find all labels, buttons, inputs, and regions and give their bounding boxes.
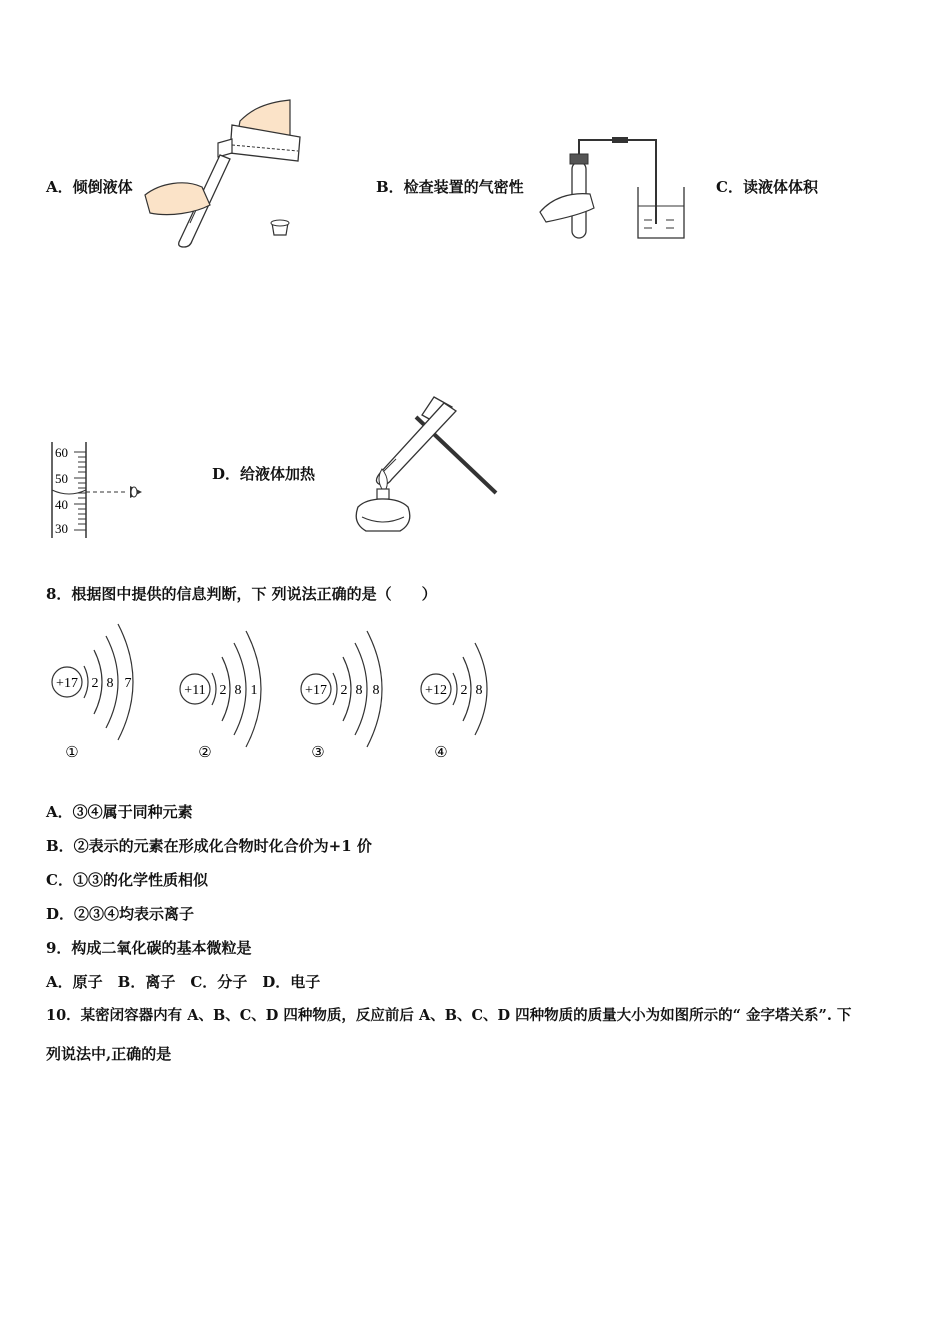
q8-stem: 8．根据图中提供的信息判断，下 列说法正确的是（ ） [46,585,437,603]
diagram-2-nucleus: +11 [184,683,206,698]
option-a-label: A．倾倒液体 [46,178,133,196]
diagram-2-label: ② [198,745,212,761]
diagram-3-shell-1: 2 [340,683,348,698]
q8-option-c: C．①③的化学性质相似 [46,871,208,889]
diagram-2-shell-3: 1 [250,683,258,698]
heating-liquid-illustration [344,393,508,537]
option-d-label: D．给液体加热 [212,465,316,483]
diagram-3-label: ③ [311,745,325,761]
diagram-4-label: ④ [434,745,448,761]
diagram-1-shell-3: 7 [124,676,132,691]
diagram-4-nucleus: +12 [425,683,447,698]
diagram-3-shell-3: 8 [372,683,380,698]
cylinder-tick-40: 40 [55,497,68,512]
diagram-3-shell-2: 8 [355,683,363,698]
cylinder-tick-60: 60 [55,445,68,460]
diagram-1-shell-2: 8 [106,676,114,691]
option-b-label: B．检查装置的气密性 [376,178,524,196]
q8-option-b: B．②表示的元素在形成化合物时化合价为+1 价 [46,837,372,855]
diagram-3-nucleus: +17 [305,683,327,698]
airtightness-check-illustration [538,132,690,244]
atomic-structure-diagrams [40,620,500,770]
q8-option-d: D．②③④均表示离子 [46,905,195,923]
diagram-2-shell-1: 2 [219,683,227,698]
cylinder-tick-30: 30 [55,521,68,536]
q10-stem-line-2: 列说法中,正确的是 [46,1045,172,1063]
q8-option-a: A．③④属于同种元素 [46,803,193,821]
diagram-1-shell-1: 2 [91,676,99,691]
q9-stem: 9．构成二氧化碳的基本微粒是 [46,939,252,957]
pouring-liquid-illustration [140,95,310,250]
diagram-2-shell-2: 8 [234,683,242,698]
measuring-cylinder-illustration [46,438,156,542]
diagram-1-nucleus: +17 [56,676,78,691]
diagram-1-label: ① [65,745,79,761]
q9-options: A．原子 B．离子 C．分子 D．电子 [46,973,321,991]
q10-stem-line-1: 10．某密闭容器内有 A、B、C、D 四种物质，反应前后 A、B、C、D 四种物质的质量大小为如图所示的“ 金字塔关系”. 下 [46,1007,852,1024]
diagram-4-shell-1: 2 [460,683,468,698]
cylinder-tick-50: 50 [55,471,68,486]
option-c-label: C．读液体体积 [716,178,818,196]
diagram-4-shell-2: 8 [475,683,483,698]
